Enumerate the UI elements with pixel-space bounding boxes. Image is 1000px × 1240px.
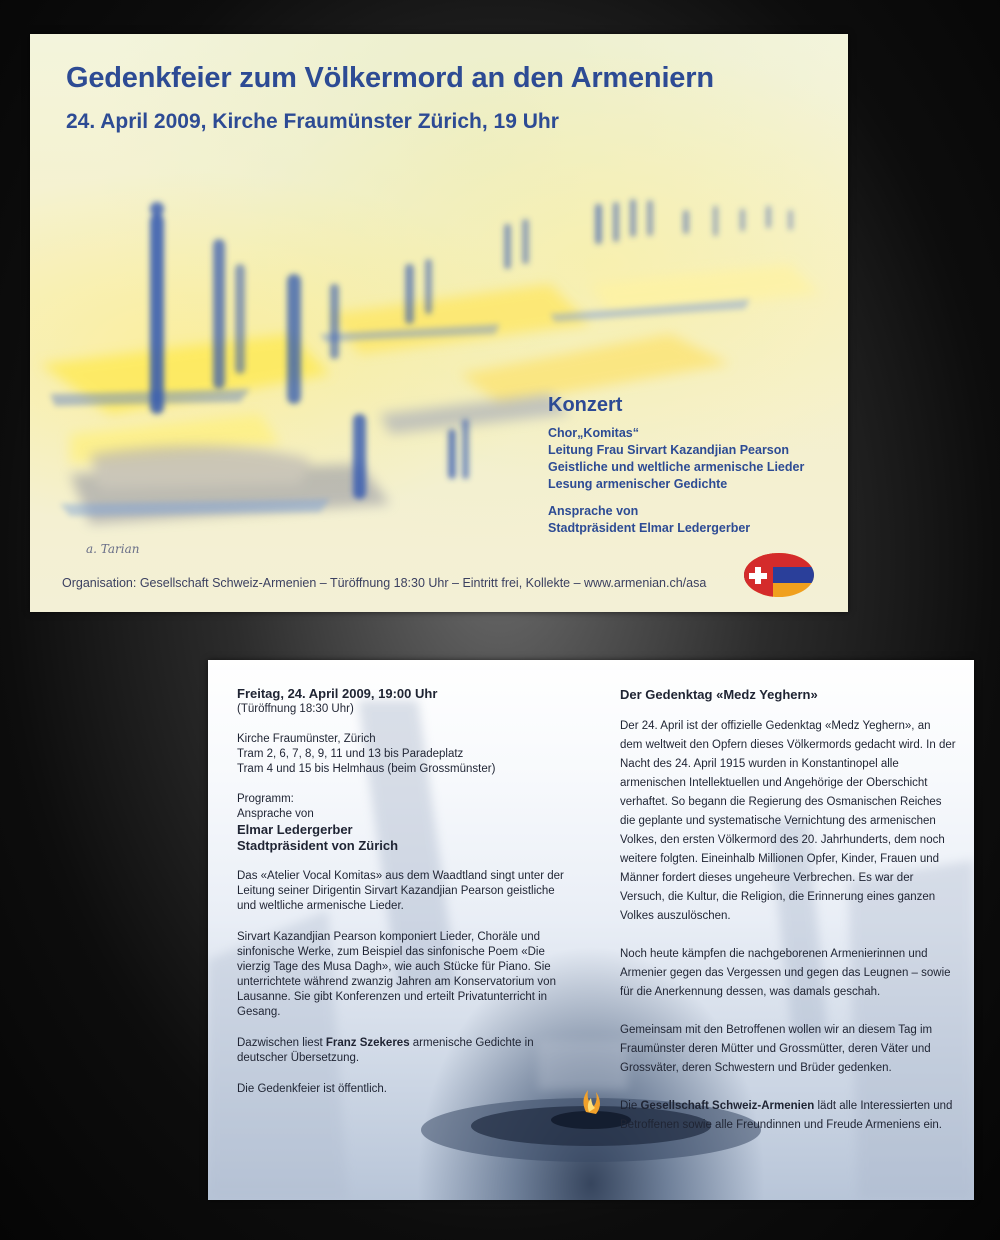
speaker-title: Stadtpräsident von Zürich: [237, 838, 399, 853]
front-title: Gedenkfeier zum Völkermord an den Armeniern: [66, 62, 714, 94]
flyer-back: [208, 660, 974, 1200]
choir-paragraph: Das «Atelier Vocal Komitas» aus dem Waadtland singt unter der Leitung seiner Dirigentin Sirvart Kazandjian Pearson geistliche und weltliche armenische Lieder.: [237, 870, 564, 912]
reading-paragraph: [237, 1036, 577, 1066]
konzert-heading: Konzert: [548, 394, 623, 416]
flyer-front: [30, 34, 848, 612]
commemoration-heading: Der Gedenktag «Medz Yeghern»: [620, 687, 818, 702]
location-line: Kirche Fraumünster, Zürich: [237, 733, 376, 745]
struggle-paragraph: Noch heute kämpfen die nachgeborenen Armenierinnen und Armenier gegen das Vergessen und gegen das Leugnen – sowie für die Anerkennung dessen, was damals geschah.: [620, 948, 951, 998]
speech-line: Stadtpräsident Elmar Ledergerber: [548, 521, 751, 535]
front-subtitle: 24. April 2009, Kirche Fraumünster Zürich, 19 Uhr: [66, 110, 559, 133]
organisation-name: Gesellschaft Schweiz-Armenien: [640, 1100, 815, 1112]
speech-intro: Ansprache von: [237, 808, 314, 820]
composer-paragraph: Sirvart Kazandjian Pearson komponiert Lieder, Choräle und sinfonische Werke, zum Beispiel das sinfonische Poem «Die vierzig Tage des Musa Dagh», wie auch Stücke für Piano. Sie unterrichtete während zwanzig Jahren am Konservatorium von Lausanne. Sie gibt Konferenzen und erteilt Privatunterricht in Gesang.: [237, 931, 556, 1018]
invitation-paragraph: [620, 1097, 956, 1135]
public-note: Die Gedenkfeier ist öffentlich.: [237, 1083, 388, 1095]
reading-text: Dazwischen liest: [237, 1037, 326, 1049]
remembrance-paragraph: Gemeinsam mit den Betroffenen wollen wir an diesem Tag im Fraumünster deren Mütter und Grossmütter, deren Väter und Grossväter, deren Schwestern und Brüder gedenken.: [620, 1024, 933, 1074]
konzert-line: Geistliche und weltliche armenische Lieder: [548, 460, 805, 474]
program-column: [237, 686, 577, 1113]
invitation-text: lädt alle Interessierten und Betroffenen sowie alle Freundinnen und Freude Armeniens ein.: [620, 1100, 953, 1131]
swiss-armenian-flag-logo: [743, 552, 815, 598]
location-line: Tram 4 und 15 bis Helmhaus (beim Grossmünster): [237, 763, 496, 775]
front-footer: Organisation: Gesellschaft Schweiz-Armenien – Türöffnung 18:30 Uhr – Eintritt frei, Kollekte – www.armenian.ch/asa: [62, 576, 707, 590]
commemoration-column: [620, 686, 956, 1154]
konzert-line: Leitung Frau Sirvart Kazandjian Pearson: [548, 443, 790, 457]
event-date: Freitag, 24. April 2009, 19:00 Uhr: [237, 686, 438, 701]
programm-label: Programm:: [237, 793, 294, 805]
konzert-block: [548, 394, 838, 537]
konzert-line: Chor„Komitas“: [548, 426, 639, 440]
speaker-name: Elmar Ledergerber: [237, 822, 353, 837]
speech-line: Ansprache von: [548, 504, 639, 518]
reading-text: armenische Gedichte in deutscher Übersetzung.: [237, 1037, 534, 1064]
konzert-line: Lesung armenischer Gedichte: [548, 477, 728, 491]
invitation-text: Die: [620, 1100, 641, 1112]
reader-name: Franz Szekeres: [325, 1037, 410, 1049]
artist-signature: a. Tarian: [86, 542, 140, 556]
location-line: Tram 2, 6, 7, 8, 9, 11 und 13 bis Paradeplatz: [237, 748, 464, 760]
door-time: (Türöffnung 18:30 Uhr): [237, 703, 354, 715]
history-paragraph: Der 24. April ist der offizielle Gedenktag «Medz Yeghern», an dem weltweit den Opfern dieses Völkermords gedacht wird. In der Nacht des 24. April 1915 wurden in Konstantinopel alle armenischen Intellektuellen und Angehörige der Oberschicht verhaftet. So begann die Regierung des Osmanischen Reiches die geplante und systematische Vernichtung des armenischen Volkes, den ersten Völkermord des 20. Jahrhunderts, dem noch weitere folgten. Eineinhalb Millionen Opfer, Kinder, Frauen und Männer fordert dieses ungeheure Verbrechen. Es war der Versuch, die Kultur, die Religion, die Erinnerung eines ganzen Volkes auszulöschen.: [620, 720, 956, 922]
